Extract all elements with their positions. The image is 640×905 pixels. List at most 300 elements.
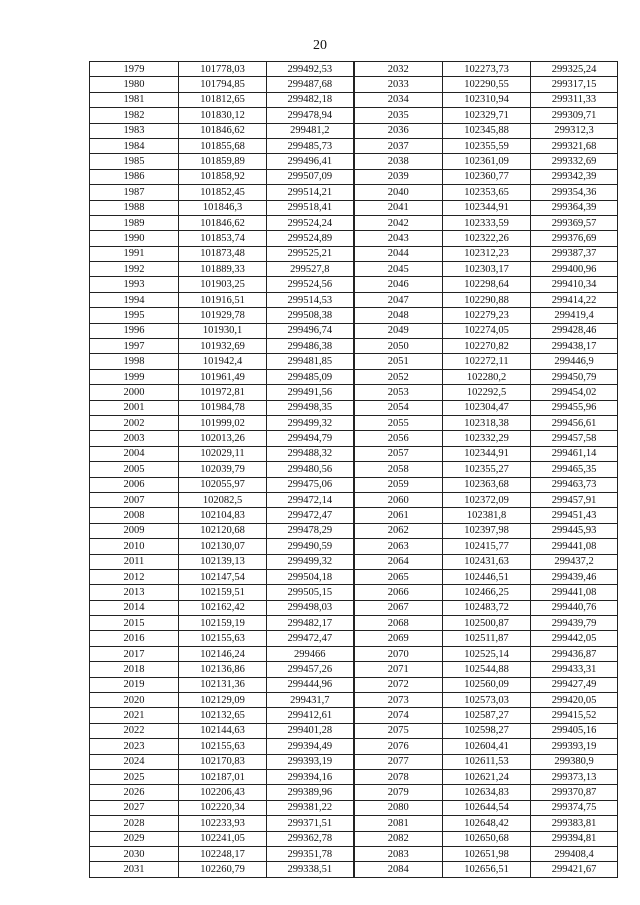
- x-coordinate-cell: 102220,34: [179, 800, 267, 815]
- x-coordinate-cell: 102322,26: [443, 231, 531, 246]
- table-row: [90, 508, 618, 523]
- point-number-cell: 2005: [90, 462, 179, 477]
- table-row: [90, 262, 618, 277]
- x-coordinate-cell: 102132,65: [179, 708, 267, 723]
- x-coordinate-cell: 102344,91: [443, 446, 531, 461]
- table-row: [90, 277, 618, 292]
- x-coordinate-cell: 101812,65: [179, 92, 267, 107]
- y-coordinate-cell: 299364,39: [531, 200, 618, 215]
- point-number-cell: 2077: [354, 754, 443, 769]
- y-coordinate-cell: 299321,68: [531, 138, 618, 153]
- x-coordinate-cell: 102604,41: [443, 739, 531, 754]
- y-coordinate-cell: 299414,22: [531, 292, 618, 307]
- point-number-cell: 2069: [354, 631, 443, 646]
- y-coordinate-cell: 299362,78: [267, 831, 354, 846]
- point-number-cell: 1995: [90, 308, 179, 323]
- x-coordinate-cell: 102650,68: [443, 831, 531, 846]
- y-coordinate-cell: 299518,41: [267, 200, 354, 215]
- y-coordinate-cell: 299524,89: [267, 231, 354, 246]
- table-row: [90, 693, 618, 708]
- table-row: [90, 831, 618, 846]
- x-coordinate-cell: 101999,02: [179, 415, 267, 430]
- x-coordinate-cell: 102621,24: [443, 769, 531, 784]
- x-coordinate-cell: 102292,5: [443, 385, 531, 400]
- x-coordinate-cell: 101846,3: [179, 200, 267, 215]
- x-coordinate-cell: 102029,11: [179, 446, 267, 461]
- y-coordinate-cell: 299454,02: [531, 385, 618, 400]
- point-number-cell: 1987: [90, 185, 179, 200]
- y-coordinate-cell: 299524,56: [267, 277, 354, 292]
- x-coordinate-cell: 101942,4: [179, 354, 267, 369]
- table-row: [90, 800, 618, 815]
- x-coordinate-cell: 102304,47: [443, 400, 531, 415]
- y-coordinate-cell: 299455,96: [531, 400, 618, 415]
- y-coordinate-cell: 299486,38: [267, 339, 354, 354]
- table-row: [90, 415, 618, 430]
- point-number-cell: 2023: [90, 739, 179, 754]
- point-number-cell: 2046: [354, 277, 443, 292]
- y-coordinate-cell: 299492,53: [267, 62, 354, 77]
- y-coordinate-cell: 299478,29: [267, 523, 354, 538]
- y-coordinate-cell: 299491,56: [267, 385, 354, 400]
- y-coordinate-cell: 299507,09: [267, 169, 354, 184]
- point-number-cell: 2034: [354, 92, 443, 107]
- y-coordinate-cell: 299472,47: [267, 631, 354, 646]
- x-coordinate-cell: 102170,83: [179, 754, 267, 769]
- table-row: [90, 631, 618, 646]
- x-coordinate-cell: 102290,55: [443, 77, 531, 92]
- y-coordinate-cell: 299450,79: [531, 369, 618, 384]
- x-coordinate-cell: 102206,43: [179, 785, 267, 800]
- x-coordinate-cell: 102139,13: [179, 554, 267, 569]
- y-coordinate-cell: 299317,15: [531, 77, 618, 92]
- x-coordinate-cell: 102344,91: [443, 200, 531, 215]
- table-row: [90, 123, 618, 138]
- x-coordinate-cell: 102272,11: [443, 354, 531, 369]
- x-coordinate-cell: 102361,09: [443, 154, 531, 169]
- point-number-cell: 2041: [354, 200, 443, 215]
- point-number-cell: 2060: [354, 492, 443, 507]
- x-coordinate-cell: 102544,88: [443, 662, 531, 677]
- point-number-cell: 2048: [354, 308, 443, 323]
- y-coordinate-cell: 299381,22: [267, 800, 354, 815]
- x-coordinate-cell: 102120,68: [179, 523, 267, 538]
- table-row: [90, 231, 618, 246]
- y-coordinate-cell: 299438,17: [531, 339, 618, 354]
- x-coordinate-cell: 102573,03: [443, 693, 531, 708]
- y-coordinate-cell: 299415,52: [531, 708, 618, 723]
- point-number-cell: 2073: [354, 693, 443, 708]
- x-coordinate-cell: 102260,79: [179, 862, 267, 877]
- x-coordinate-cell: 102129,09: [179, 693, 267, 708]
- point-number-cell: 2072: [354, 677, 443, 692]
- x-coordinate-cell: 102144,63: [179, 723, 267, 738]
- point-number-cell: 2078: [354, 769, 443, 784]
- point-number-cell: 2063: [354, 539, 443, 554]
- point-number-cell: 2067: [354, 600, 443, 615]
- table-row: [90, 477, 618, 492]
- table-row: [90, 585, 618, 600]
- x-coordinate-cell: 102634,83: [443, 785, 531, 800]
- point-number-cell: 2025: [90, 769, 179, 784]
- point-number-cell: 1998: [90, 354, 179, 369]
- point-number-cell: 2042: [354, 215, 443, 230]
- y-coordinate-cell: 299527,8: [267, 262, 354, 277]
- y-coordinate-cell: 299440,76: [531, 600, 618, 615]
- point-number-cell: 2043: [354, 231, 443, 246]
- point-number-cell: 2003: [90, 431, 179, 446]
- point-number-cell: 2009: [90, 523, 179, 538]
- x-coordinate-cell: 102500,87: [443, 616, 531, 631]
- x-coordinate-cell: 101858,92: [179, 169, 267, 184]
- y-coordinate-cell: 299444,96: [267, 677, 354, 692]
- x-coordinate-cell: 102248,17: [179, 846, 267, 861]
- point-number-cell: 1982: [90, 108, 179, 123]
- y-coordinate-cell: 299514,21: [267, 185, 354, 200]
- point-number-cell: 2008: [90, 508, 179, 523]
- x-coordinate-cell: 102345,88: [443, 123, 531, 138]
- table-row: [90, 492, 618, 507]
- y-coordinate-cell: 299446,9: [531, 354, 618, 369]
- y-coordinate-cell: 299380,9: [531, 754, 618, 769]
- y-coordinate-cell: 299420,05: [531, 693, 618, 708]
- y-coordinate-cell: 299442,05: [531, 631, 618, 646]
- point-number-cell: 2084: [354, 862, 443, 877]
- y-coordinate-cell: 299427,49: [531, 677, 618, 692]
- x-coordinate-cell: 102298,64: [443, 277, 531, 292]
- point-number-cell: 1999: [90, 369, 179, 384]
- point-number-cell: 2070: [354, 646, 443, 661]
- table-row: [90, 246, 618, 261]
- point-number-cell: 2030: [90, 846, 179, 861]
- table-row: [90, 569, 618, 584]
- x-coordinate-cell: 102155,63: [179, 739, 267, 754]
- point-number-cell: 2062: [354, 523, 443, 538]
- point-number-cell: 2020: [90, 693, 179, 708]
- x-coordinate-cell: 101889,33: [179, 262, 267, 277]
- y-coordinate-cell: 299482,18: [267, 92, 354, 107]
- x-coordinate-cell: 102525,14: [443, 646, 531, 661]
- point-number-cell: 1988: [90, 200, 179, 215]
- table-row: [90, 323, 618, 338]
- table-row: [90, 354, 618, 369]
- y-coordinate-cell: 299494,79: [267, 431, 354, 446]
- y-coordinate-cell: 299472,47: [267, 508, 354, 523]
- x-coordinate-cell: 101903,25: [179, 277, 267, 292]
- y-coordinate-cell: 299461,14: [531, 446, 618, 461]
- x-coordinate-cell: 102130,07: [179, 539, 267, 554]
- x-coordinate-cell: 102587,27: [443, 708, 531, 723]
- y-coordinate-cell: 299439,46: [531, 569, 618, 584]
- x-coordinate-cell: 102273,73: [443, 62, 531, 77]
- x-coordinate-cell: 101984,78: [179, 400, 267, 415]
- point-number-cell: 2058: [354, 462, 443, 477]
- x-coordinate-cell: 101855,68: [179, 138, 267, 153]
- y-coordinate-cell: 299445,93: [531, 523, 618, 538]
- point-number-cell: 1981: [90, 92, 179, 107]
- point-number-cell: 2051: [354, 354, 443, 369]
- point-number-cell: 2082: [354, 831, 443, 846]
- y-coordinate-cell: 299508,38: [267, 308, 354, 323]
- y-coordinate-cell: 299524,24: [267, 215, 354, 230]
- point-number-cell: 2027: [90, 800, 179, 815]
- table-row: [90, 154, 618, 169]
- x-coordinate-cell: 102372,09: [443, 492, 531, 507]
- point-number-cell: 2028: [90, 816, 179, 831]
- x-coordinate-cell: 102511,87: [443, 631, 531, 646]
- y-coordinate-cell: 299475,06: [267, 477, 354, 492]
- point-number-cell: 2026: [90, 785, 179, 800]
- x-coordinate-cell: 102039,79: [179, 462, 267, 477]
- table-row: [90, 292, 618, 307]
- y-coordinate-cell: 299433,31: [531, 662, 618, 677]
- y-coordinate-cell: 299431,7: [267, 693, 354, 708]
- y-coordinate-cell: 299342,39: [531, 169, 618, 184]
- x-coordinate-cell: 102013,26: [179, 431, 267, 446]
- point-number-cell: 2061: [354, 508, 443, 523]
- y-coordinate-cell: 299394,81: [531, 831, 618, 846]
- point-number-cell: 2001: [90, 400, 179, 415]
- y-coordinate-cell: 299436,87: [531, 646, 618, 661]
- x-coordinate-cell: 102147,54: [179, 569, 267, 584]
- x-coordinate-cell: 101846,62: [179, 215, 267, 230]
- table-row: [90, 677, 618, 692]
- x-coordinate-cell: 102290,88: [443, 292, 531, 307]
- point-number-cell: 2010: [90, 539, 179, 554]
- table-row: [90, 169, 618, 184]
- point-number-cell: 2037: [354, 138, 443, 153]
- y-coordinate-cell: 299393,19: [531, 739, 618, 754]
- table-row: [90, 215, 618, 230]
- y-coordinate-cell: 299487,68: [267, 77, 354, 92]
- y-coordinate-cell: 299496,41: [267, 154, 354, 169]
- table-row: [90, 339, 618, 354]
- table-row: [90, 600, 618, 615]
- y-coordinate-cell: 299457,91: [531, 492, 618, 507]
- table-row: [90, 754, 618, 769]
- point-number-cell: 2012: [90, 569, 179, 584]
- point-number-cell: 2024: [90, 754, 179, 769]
- x-coordinate-cell: 102415,77: [443, 539, 531, 554]
- y-coordinate-cell: 299496,74: [267, 323, 354, 338]
- x-coordinate-cell: 102155,63: [179, 631, 267, 646]
- page-number: 20: [313, 38, 327, 53]
- x-coordinate-cell: 102082,5: [179, 492, 267, 507]
- table-row: [90, 108, 618, 123]
- x-coordinate-cell: 101916,51: [179, 292, 267, 307]
- table-row: [90, 646, 618, 661]
- y-coordinate-cell: 299394,49: [267, 739, 354, 754]
- point-number-cell: 2081: [354, 816, 443, 831]
- point-number-cell: 2018: [90, 662, 179, 677]
- y-coordinate-cell: 299370,87: [531, 785, 618, 800]
- y-coordinate-cell: 299412,61: [267, 708, 354, 723]
- point-number-cell: 2075: [354, 723, 443, 738]
- point-number-cell: 1997: [90, 339, 179, 354]
- y-coordinate-cell: 299373,13: [531, 769, 618, 784]
- point-number-cell: 2016: [90, 631, 179, 646]
- point-number-cell: 2066: [354, 585, 443, 600]
- y-coordinate-cell: 299481,2: [267, 123, 354, 138]
- x-coordinate-cell: 102431,63: [443, 554, 531, 569]
- table-row: [90, 369, 618, 384]
- y-coordinate-cell: 299465,35: [531, 462, 618, 477]
- x-coordinate-cell: 101778,03: [179, 62, 267, 77]
- point-number-cell: 2052: [354, 369, 443, 384]
- y-coordinate-cell: 299478,94: [267, 108, 354, 123]
- point-number-cell: 2035: [354, 108, 443, 123]
- point-number-cell: 2057: [354, 446, 443, 461]
- point-number-cell: 1980: [90, 77, 179, 92]
- table-row: [90, 862, 618, 877]
- y-coordinate-cell: 299401,28: [267, 723, 354, 738]
- x-coordinate-cell: 102159,19: [179, 616, 267, 631]
- point-number-cell: 2047: [354, 292, 443, 307]
- y-coordinate-cell: 299499,32: [267, 554, 354, 569]
- x-coordinate-cell: 101929,78: [179, 308, 267, 323]
- y-coordinate-cell: 299374,75: [531, 800, 618, 815]
- x-coordinate-cell: 102397,98: [443, 523, 531, 538]
- point-number-cell: 2065: [354, 569, 443, 584]
- y-coordinate-cell: 299383,81: [531, 816, 618, 831]
- point-number-cell: 2044: [354, 246, 443, 261]
- point-number-cell: 1985: [90, 154, 179, 169]
- x-coordinate-cell: 102233,93: [179, 816, 267, 831]
- y-coordinate-cell: 299311,33: [531, 92, 618, 107]
- table-row: [90, 723, 618, 738]
- y-coordinate-cell: 299389,96: [267, 785, 354, 800]
- x-coordinate-cell: 101930,1: [179, 323, 267, 338]
- point-number-cell: 1979: [90, 62, 179, 77]
- y-coordinate-cell: 299504,18: [267, 569, 354, 584]
- x-coordinate-cell: 102310,94: [443, 92, 531, 107]
- y-coordinate-cell: 299498,03: [267, 600, 354, 615]
- y-coordinate-cell: 299488,32: [267, 446, 354, 461]
- x-coordinate-cell: 101853,74: [179, 231, 267, 246]
- point-number-cell: 2021: [90, 708, 179, 723]
- point-number-cell: 2031: [90, 862, 179, 877]
- y-coordinate-cell: 299441,08: [531, 585, 618, 600]
- point-number-cell: 1984: [90, 138, 179, 153]
- table-row: [90, 62, 618, 77]
- x-coordinate-cell: 102648,42: [443, 816, 531, 831]
- coordinates-table-body: [90, 62, 618, 878]
- x-coordinate-cell: 101873,48: [179, 246, 267, 261]
- x-coordinate-cell: 101859,89: [179, 154, 267, 169]
- point-number-cell: 2036: [354, 123, 443, 138]
- point-number-cell: 1983: [90, 123, 179, 138]
- table-row: [90, 138, 618, 153]
- x-coordinate-cell: 102355,27: [443, 462, 531, 477]
- point-number-cell: 2050: [354, 339, 443, 354]
- x-coordinate-cell: 101932,69: [179, 339, 267, 354]
- point-number-cell: 2074: [354, 708, 443, 723]
- point-number-cell: 2055: [354, 415, 443, 430]
- x-coordinate-cell: 102363,68: [443, 477, 531, 492]
- point-number-cell: 1993: [90, 277, 179, 292]
- y-coordinate-cell: 299421,67: [531, 862, 618, 877]
- y-coordinate-cell: 299505,15: [267, 585, 354, 600]
- x-coordinate-cell: 102104,83: [179, 508, 267, 523]
- table-row: [90, 785, 618, 800]
- x-coordinate-cell: 102279,23: [443, 308, 531, 323]
- x-coordinate-cell: 102353,65: [443, 185, 531, 200]
- y-coordinate-cell: 299525,21: [267, 246, 354, 261]
- point-number-cell: 2011: [90, 554, 179, 569]
- table-row: [90, 185, 618, 200]
- point-number-cell: 1992: [90, 262, 179, 277]
- x-coordinate-cell: 102303,17: [443, 262, 531, 277]
- point-number-cell: 2059: [354, 477, 443, 492]
- y-coordinate-cell: 299472,14: [267, 492, 354, 507]
- table-row: [90, 616, 618, 631]
- y-coordinate-cell: 299439,79: [531, 616, 618, 631]
- y-coordinate-cell: 299480,56: [267, 462, 354, 477]
- table-row: [90, 400, 618, 415]
- point-number-cell: 2033: [354, 77, 443, 92]
- x-coordinate-cell: 102280,2: [443, 369, 531, 384]
- y-coordinate-cell: 299351,78: [267, 846, 354, 861]
- y-coordinate-cell: 299387,37: [531, 246, 618, 261]
- x-coordinate-cell: 102055,97: [179, 477, 267, 492]
- y-coordinate-cell: 299428,46: [531, 323, 618, 338]
- point-number-cell: 2080: [354, 800, 443, 815]
- point-number-cell: 2040: [354, 185, 443, 200]
- point-number-cell: 2013: [90, 585, 179, 600]
- y-coordinate-cell: 299309,71: [531, 108, 618, 123]
- point-number-cell: 2071: [354, 662, 443, 677]
- x-coordinate-cell: 102598,27: [443, 723, 531, 738]
- point-number-cell: 1994: [90, 292, 179, 307]
- y-coordinate-cell: 299456,61: [531, 415, 618, 430]
- y-coordinate-cell: 299332,69: [531, 154, 618, 169]
- table-row: [90, 846, 618, 861]
- x-coordinate-cell: 102187,01: [179, 769, 267, 784]
- point-number-cell: 2039: [354, 169, 443, 184]
- y-coordinate-cell: 299312,3: [531, 123, 618, 138]
- y-coordinate-cell: 299466: [267, 646, 354, 661]
- x-coordinate-cell: 102466,25: [443, 585, 531, 600]
- table-row: [90, 769, 618, 784]
- y-coordinate-cell: 299408,4: [531, 846, 618, 861]
- x-coordinate-cell: 102146,24: [179, 646, 267, 661]
- y-coordinate-cell: 299457,26: [267, 662, 354, 677]
- table-row: [90, 308, 618, 323]
- table-row: [90, 739, 618, 754]
- x-coordinate-cell: 102329,71: [443, 108, 531, 123]
- x-coordinate-cell: 102355,59: [443, 138, 531, 153]
- point-number-cell: 2056: [354, 431, 443, 446]
- y-coordinate-cell: 299400,96: [531, 262, 618, 277]
- point-number-cell: 2049: [354, 323, 443, 338]
- y-coordinate-cell: 299369,57: [531, 215, 618, 230]
- y-coordinate-cell: 299437,2: [531, 554, 618, 569]
- x-coordinate-cell: 102159,51: [179, 585, 267, 600]
- point-number-cell: 2014: [90, 600, 179, 615]
- x-coordinate-cell: 102270,82: [443, 339, 531, 354]
- x-coordinate-cell: 102446,51: [443, 569, 531, 584]
- x-coordinate-cell: 102312,23: [443, 246, 531, 261]
- point-number-cell: 2076: [354, 739, 443, 754]
- point-number-cell: 2007: [90, 492, 179, 507]
- point-number-cell: 2004: [90, 446, 179, 461]
- x-coordinate-cell: 102483,72: [443, 600, 531, 615]
- y-coordinate-cell: 299338,51: [267, 862, 354, 877]
- y-coordinate-cell: 299410,34: [531, 277, 618, 292]
- y-coordinate-cell: 299371,51: [267, 816, 354, 831]
- x-coordinate-cell: 102241,05: [179, 831, 267, 846]
- point-number-cell: 1986: [90, 169, 179, 184]
